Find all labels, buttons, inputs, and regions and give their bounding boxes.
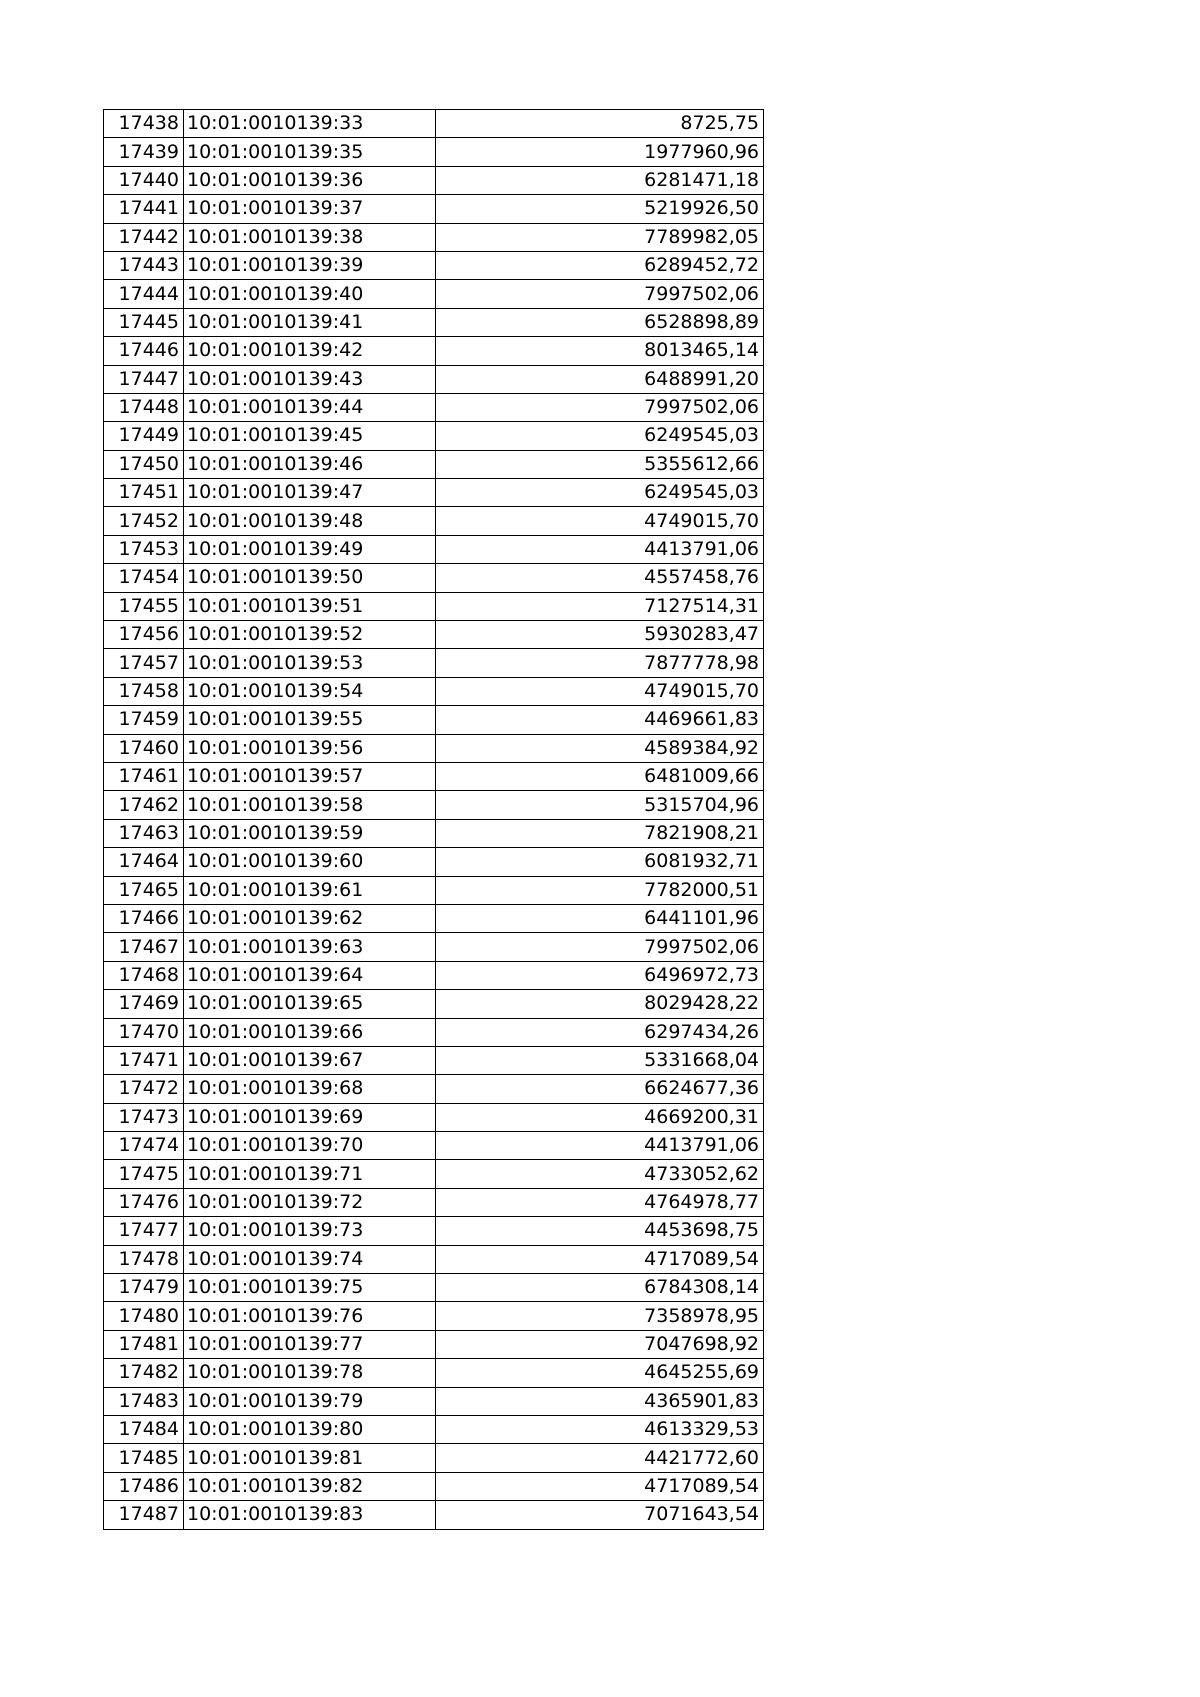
value-cell: 6249545,03 xyxy=(436,422,764,450)
row-number-cell: 17444 xyxy=(104,280,184,308)
table-row xyxy=(104,507,764,535)
cadastral-number-cell: 10:01:0010139:58 xyxy=(184,791,436,819)
cadastral-number-cell: 10:01:0010139:72 xyxy=(184,1188,436,1216)
row-number-cell: 17447 xyxy=(104,365,184,393)
table-row xyxy=(104,365,764,393)
cadastral-number-cell: 10:01:0010139:54 xyxy=(184,677,436,705)
table-row xyxy=(104,280,764,308)
value-cell: 5355612,66 xyxy=(436,450,764,478)
table-row xyxy=(104,1160,764,1188)
row-number-cell: 17463 xyxy=(104,819,184,847)
row-number-cell: 17460 xyxy=(104,734,184,762)
value-cell: 7358978,95 xyxy=(436,1302,764,1330)
cadastral-number-cell: 10:01:0010139:63 xyxy=(184,933,436,961)
cadastral-number-cell: 10:01:0010139:71 xyxy=(184,1160,436,1188)
value-cell: 8725,75 xyxy=(436,110,764,138)
value-cell: 6281471,18 xyxy=(436,166,764,194)
value-cell: 4453698,75 xyxy=(436,1217,764,1245)
row-number-cell: 17457 xyxy=(104,649,184,677)
row-number-cell: 17477 xyxy=(104,1217,184,1245)
value-cell: 4749015,70 xyxy=(436,677,764,705)
cadastral-number-cell: 10:01:0010139:68 xyxy=(184,1075,436,1103)
value-cell: 5219926,50 xyxy=(436,195,764,223)
table-row xyxy=(104,904,764,932)
value-cell: 7047698,92 xyxy=(436,1330,764,1358)
table-body xyxy=(104,110,764,1530)
row-number-cell: 17452 xyxy=(104,507,184,535)
cadastral-number-cell: 10:01:0010139:52 xyxy=(184,621,436,649)
row-number-cell: 17465 xyxy=(104,876,184,904)
table-row xyxy=(104,621,764,649)
row-number-cell: 17479 xyxy=(104,1274,184,1302)
cadastral-number-cell: 10:01:0010139:46 xyxy=(184,450,436,478)
value-cell: 6297434,26 xyxy=(436,1018,764,1046)
row-number-cell: 17462 xyxy=(104,791,184,819)
row-number-cell: 17485 xyxy=(104,1444,184,1472)
row-number-cell: 17450 xyxy=(104,450,184,478)
value-cell: 7877778,98 xyxy=(436,649,764,677)
cadastral-number-cell: 10:01:0010139:40 xyxy=(184,280,436,308)
table-row xyxy=(104,1018,764,1046)
value-cell: 7997502,06 xyxy=(436,393,764,421)
table-row xyxy=(104,762,764,790)
value-cell: 7782000,51 xyxy=(436,876,764,904)
cadastral-number-cell: 10:01:0010139:41 xyxy=(184,308,436,336)
table-row xyxy=(104,337,764,365)
table-row xyxy=(104,706,764,734)
value-cell: 6624677,36 xyxy=(436,1075,764,1103)
row-number-cell: 17474 xyxy=(104,1132,184,1160)
table-row xyxy=(104,1415,764,1443)
table-row xyxy=(104,479,764,507)
table-row xyxy=(104,819,764,847)
value-cell: 5331668,04 xyxy=(436,1046,764,1074)
cadastral-number-cell: 10:01:0010139:49 xyxy=(184,535,436,563)
table-row xyxy=(104,308,764,336)
value-cell: 4749015,70 xyxy=(436,507,764,535)
table-row xyxy=(104,1302,764,1330)
row-number-cell: 17449 xyxy=(104,422,184,450)
cadastral-number-cell: 10:01:0010139:74 xyxy=(184,1245,436,1273)
value-cell: 4613329,53 xyxy=(436,1415,764,1443)
table-row xyxy=(104,1387,764,1415)
cadastral-number-cell: 10:01:0010139:39 xyxy=(184,251,436,279)
cadastral-number-cell: 10:01:0010139:53 xyxy=(184,649,436,677)
value-cell: 4764978,77 xyxy=(436,1188,764,1216)
row-number-cell: 17480 xyxy=(104,1302,184,1330)
row-number-cell: 17456 xyxy=(104,621,184,649)
table-row xyxy=(104,393,764,421)
cadastral-number-cell: 10:01:0010139:44 xyxy=(184,393,436,421)
value-cell: 4589384,92 xyxy=(436,734,764,762)
value-cell: 6496972,73 xyxy=(436,961,764,989)
cadastral-number-cell: 10:01:0010139:47 xyxy=(184,479,436,507)
row-number-cell: 17439 xyxy=(104,138,184,166)
cadastral-number-cell: 10:01:0010139:57 xyxy=(184,762,436,790)
row-number-cell: 17466 xyxy=(104,904,184,932)
table-row xyxy=(104,961,764,989)
cadastral-number-cell: 10:01:0010139:66 xyxy=(184,1018,436,1046)
value-cell: 6081932,71 xyxy=(436,848,764,876)
table-row xyxy=(104,1132,764,1160)
cadastral-number-cell: 10:01:0010139:50 xyxy=(184,564,436,592)
table-row xyxy=(104,1472,764,1500)
table-row xyxy=(104,1217,764,1245)
cadastral-number-cell: 10:01:0010139:59 xyxy=(184,819,436,847)
row-number-cell: 17451 xyxy=(104,479,184,507)
value-cell: 4645255,69 xyxy=(436,1359,764,1387)
value-cell: 8013465,14 xyxy=(436,337,764,365)
table-row xyxy=(104,1359,764,1387)
value-cell: 4557458,76 xyxy=(436,564,764,592)
value-cell: 6488991,20 xyxy=(436,365,764,393)
table-row xyxy=(104,110,764,138)
table-row xyxy=(104,677,764,705)
cadastral-number-cell: 10:01:0010139:79 xyxy=(184,1387,436,1415)
value-cell: 4413791,06 xyxy=(436,1132,764,1160)
value-cell: 4421772,60 xyxy=(436,1444,764,1472)
row-number-cell: 17472 xyxy=(104,1075,184,1103)
value-cell: 7127514,31 xyxy=(436,592,764,620)
cadastral-number-cell: 10:01:0010139:35 xyxy=(184,138,436,166)
cadastral-number-cell: 10:01:0010139:81 xyxy=(184,1444,436,1472)
cadastral-number-cell: 10:01:0010139:37 xyxy=(184,195,436,223)
value-cell: 5315704,96 xyxy=(436,791,764,819)
value-cell: 6289452,72 xyxy=(436,251,764,279)
row-number-cell: 17469 xyxy=(104,990,184,1018)
cadastral-number-cell: 10:01:0010139:65 xyxy=(184,990,436,1018)
row-number-cell: 17481 xyxy=(104,1330,184,1358)
cadastral-number-cell: 10:01:0010139:38 xyxy=(184,223,436,251)
row-number-cell: 17455 xyxy=(104,592,184,620)
table-row xyxy=(104,564,764,592)
table-row xyxy=(104,791,764,819)
row-number-cell: 17459 xyxy=(104,706,184,734)
row-number-cell: 17478 xyxy=(104,1245,184,1273)
row-number-cell: 17464 xyxy=(104,848,184,876)
table-row xyxy=(104,1046,764,1074)
row-number-cell: 17471 xyxy=(104,1046,184,1074)
row-number-cell: 17486 xyxy=(104,1472,184,1500)
value-cell: 7997502,06 xyxy=(436,933,764,961)
row-number-cell: 17458 xyxy=(104,677,184,705)
cadastral-number-cell: 10:01:0010139:76 xyxy=(184,1302,436,1330)
row-number-cell: 17475 xyxy=(104,1160,184,1188)
table-row xyxy=(104,195,764,223)
value-cell: 8029428,22 xyxy=(436,990,764,1018)
row-number-cell: 17453 xyxy=(104,535,184,563)
cadastral-number-cell: 10:01:0010139:61 xyxy=(184,876,436,904)
value-cell: 6528898,89 xyxy=(436,308,764,336)
cadastral-number-cell: 10:01:0010139:43 xyxy=(184,365,436,393)
cadastral-number-cell: 10:01:0010139:48 xyxy=(184,507,436,535)
value-cell: 6249545,03 xyxy=(436,479,764,507)
row-number-cell: 17473 xyxy=(104,1103,184,1131)
table-row xyxy=(104,223,764,251)
cadastral-number-cell: 10:01:0010139:80 xyxy=(184,1415,436,1443)
value-cell: 5930283,47 xyxy=(436,621,764,649)
value-cell: 4413791,06 xyxy=(436,535,764,563)
row-number-cell: 17470 xyxy=(104,1018,184,1046)
table-row xyxy=(104,450,764,478)
cadastral-number-cell: 10:01:0010139:78 xyxy=(184,1359,436,1387)
table-row xyxy=(104,1103,764,1131)
row-number-cell: 17483 xyxy=(104,1387,184,1415)
cadastral-number-cell: 10:01:0010139:42 xyxy=(184,337,436,365)
value-cell: 4365901,83 xyxy=(436,1387,764,1415)
row-number-cell: 17482 xyxy=(104,1359,184,1387)
cadastral-number-cell: 10:01:0010139:36 xyxy=(184,166,436,194)
table-row xyxy=(104,1501,764,1529)
cadastral-number-cell: 10:01:0010139:67 xyxy=(184,1046,436,1074)
cadastral-number-cell: 10:01:0010139:77 xyxy=(184,1330,436,1358)
value-cell: 6441101,96 xyxy=(436,904,764,932)
table-row xyxy=(104,1075,764,1103)
value-cell: 7821908,21 xyxy=(436,819,764,847)
value-cell: 4469661,83 xyxy=(436,706,764,734)
cadastral-number-cell: 10:01:0010139:45 xyxy=(184,422,436,450)
cadastral-number-cell: 10:01:0010139:51 xyxy=(184,592,436,620)
cadastral-number-cell: 10:01:0010139:75 xyxy=(184,1274,436,1302)
row-number-cell: 17487 xyxy=(104,1501,184,1529)
row-number-cell: 17442 xyxy=(104,223,184,251)
value-cell: 4717089,54 xyxy=(436,1472,764,1500)
row-number-cell: 17440 xyxy=(104,166,184,194)
row-number-cell: 17461 xyxy=(104,762,184,790)
table-row xyxy=(104,734,764,762)
row-number-cell: 17476 xyxy=(104,1188,184,1216)
value-cell: 4717089,54 xyxy=(436,1245,764,1273)
table-row xyxy=(104,422,764,450)
table-row xyxy=(104,535,764,563)
value-cell: 7997502,06 xyxy=(436,280,764,308)
table-row xyxy=(104,251,764,279)
table-row xyxy=(104,848,764,876)
cadastral-number-cell: 10:01:0010139:60 xyxy=(184,848,436,876)
row-number-cell: 17448 xyxy=(104,393,184,421)
cadastral-number-cell: 10:01:0010139:33 xyxy=(184,110,436,138)
value-cell: 6481009,66 xyxy=(436,762,764,790)
table-row xyxy=(104,1188,764,1216)
table-row xyxy=(104,1444,764,1472)
value-cell: 4733052,62 xyxy=(436,1160,764,1188)
cadastral-number-cell: 10:01:0010139:70 xyxy=(184,1132,436,1160)
cadastral-number-cell: 10:01:0010139:55 xyxy=(184,706,436,734)
cadastral-number-cell: 10:01:0010139:69 xyxy=(184,1103,436,1131)
table-row xyxy=(104,592,764,620)
table-row xyxy=(104,1330,764,1358)
row-number-cell: 17446 xyxy=(104,337,184,365)
row-number-cell: 17467 xyxy=(104,933,184,961)
row-number-cell: 17438 xyxy=(104,110,184,138)
row-number-cell: 17445 xyxy=(104,308,184,336)
value-cell: 4669200,31 xyxy=(436,1103,764,1131)
cadastral-number-cell: 10:01:0010139:62 xyxy=(184,904,436,932)
row-number-cell: 17484 xyxy=(104,1415,184,1443)
cadastral-number-cell: 10:01:0010139:56 xyxy=(184,734,436,762)
table-row xyxy=(104,166,764,194)
value-cell: 7789982,05 xyxy=(436,223,764,251)
table-row xyxy=(104,990,764,1018)
table-row xyxy=(104,1245,764,1273)
table-row xyxy=(104,876,764,904)
row-number-cell: 17443 xyxy=(104,251,184,279)
cadastral-value-table xyxy=(103,109,764,1530)
table-row xyxy=(104,138,764,166)
table-row xyxy=(104,649,764,677)
table-row xyxy=(104,933,764,961)
row-number-cell: 17468 xyxy=(104,961,184,989)
cadastral-number-cell: 10:01:0010139:73 xyxy=(184,1217,436,1245)
table-row xyxy=(104,1274,764,1302)
cadastral-number-cell: 10:01:0010139:83 xyxy=(184,1501,436,1529)
cadastral-number-cell: 10:01:0010139:64 xyxy=(184,961,436,989)
cadastral-number-cell: 10:01:0010139:82 xyxy=(184,1472,436,1500)
row-number-cell: 17454 xyxy=(104,564,184,592)
value-cell: 6784308,14 xyxy=(436,1274,764,1302)
value-cell: 1977960,96 xyxy=(436,138,764,166)
row-number-cell: 17441 xyxy=(104,195,184,223)
value-cell: 7071643,54 xyxy=(436,1501,764,1529)
